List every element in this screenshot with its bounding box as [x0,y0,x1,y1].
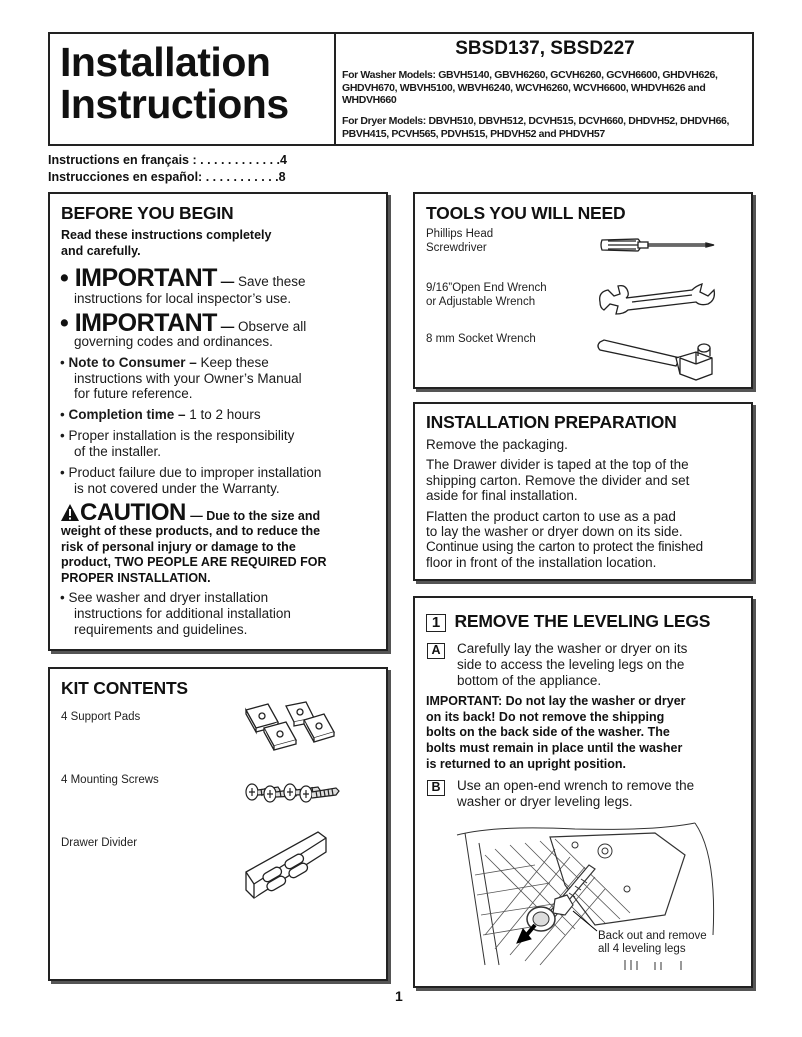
tool1-line1: Phillips Head [426,228,494,240]
tool1-line2: Screwdriver [426,242,487,254]
see-line1: See washer and dryer installation [68,590,269,605]
kit-item-support-pads: 4 Support Pads [61,711,141,723]
read-line2: and carefully. [61,244,141,258]
drawer-divider-illustration [240,826,330,906]
lang-french [48,153,287,167]
prep-p3-line2: to lay the washer or dryer down on its side. [426,524,683,539]
support-pads-illustration [238,700,342,756]
step1-a-letter: A [427,643,445,659]
washer-models: For Washer Models: GBVH5140, GBVH6260, GCVH6260, GCVH6600, GHDVH626, GHDVH670, WBVH5100, WBVH6240, WCVH6260, WCVH6600, WHDVH626 and WHDVH660 [342,69,718,106]
step1-important-line2: on its back! Do not remove the shipping [426,710,665,724]
page-number: 1 [395,988,403,1004]
caution-line3: risk of personal injury or damage to the [61,540,296,554]
step1-b-line1: Use an open-end wrench to remove the [457,778,695,793]
warning-triangle-icon [60,503,80,522]
step1-important-line1: IMPORTANT: Do not lay the washer or dryer [426,694,686,708]
prep-p2-line3: aside for final installation. [426,488,578,503]
step1-b-letter: B [427,780,445,796]
see-line3: requirements and guidelines. [74,622,248,637]
step1-a-line3: bottom of the appliance. [457,673,602,688]
models-title: SBSD137, SBSD227 [455,38,635,59]
important-codes-line: • IMPORTANT — Observe all [60,309,307,337]
prep-p1: Remove the packaging. [426,437,568,452]
see-line2: instructions for additional installation [74,606,291,621]
step1-number: 1 [426,614,446,632]
mounting-screws-illustration [240,778,346,806]
lang-french-label: Instructions en français : [48,153,197,167]
preparation-heading: INSTALLATION PREPARATION [426,412,677,432]
important-save-line: • IMPORTANT — Save these [60,264,306,292]
important-save-rest: Save these [237,274,306,289]
lang-french-dots: . . . . . . . . . . . . [196,153,281,167]
completion-bold: Completion time – [68,407,186,422]
callout-line1: Back out and remove [598,930,707,942]
proper-line2: of the installer. [74,444,162,459]
socket-wrench-icon [596,330,718,382]
important-save-line2: instructions for local inspector’s use. [74,291,292,306]
completion-rest: 1 to 2 hours [189,407,261,422]
failure-line: • Product failure due to improper installation [60,465,322,480]
lang-spanish-page: 8 [278,170,286,184]
caution-line [60,499,320,527]
before-you-begin-heading: BEFORE YOU BEGIN [61,203,234,223]
lang-spanish-dots: . . . . . . . . . . . [202,170,279,184]
step1-a-line2: side to access the leveling legs on the [457,657,685,672]
important-save-dash: — [220,274,238,289]
kit-contents-heading: KIT CONTENTS [61,678,188,698]
see-line: • See washer and dryer installation [60,590,269,605]
tools-heading: TOOLS YOU WILL NEED [426,203,626,223]
step1-a-marker [427,641,445,659]
kit-item-drawer-divider: Drawer Divider [61,837,138,849]
step1-important-line4: bolts must remain in place until the washer [426,741,683,755]
open-end-wrench-icon [596,276,718,318]
prep-p3-line3: Continue using the carton to protect the finished [426,539,703,554]
completion-line: • Completion time – 1 to 2 hours [60,407,261,422]
important-codes-big: IMPORTANT [74,309,217,337]
prep-p2-line2: shipping carton. Remove the divider and set [426,473,690,488]
note-line2: instructions with your Owner’s Manual [74,371,302,386]
caution-line4: product, TWO PEOPLE ARE REQUIRED FOR [61,555,327,569]
tool3-label: 8 mm Socket Wrench [426,333,536,345]
note-bold: Note to Consumer – [68,355,197,370]
lang-spanish [48,170,286,184]
prep-p2-line1: The Drawer divider is taped at the top of the [426,457,689,472]
step1-a-line1: Carefully lay the washer or dryer on its [457,641,688,656]
step1-important-line5: is returned to an upright position. [426,757,626,771]
callout-line2: all 4 leveling legs [598,943,686,955]
read-line1: Read these instructions completely [61,228,272,242]
step1-heading: REMOVE THE LEVELING LEGS [454,611,711,631]
proper-line1: Proper installation is the responsibility [68,428,295,443]
tool2-line1: 9/16”Open End Wrench [426,282,547,294]
note-consumer-line: • Note to Consumer – Keep these [60,355,269,370]
dryer-models: For Dryer Models: DBVH510, DBVH512, DCVH515, DCVH660, DHDVH52, DHDVH66, PBVH415, PCVH565, PDVH515, PHDVH52 and PHDVH57 [342,115,730,140]
prep-p3-line1: Flatten the product carton to use as a pad [426,509,676,524]
failure-line1: Product failure due to improper installation [68,465,322,480]
note-line3: for future reference. [74,386,193,401]
kit-item-mounting-screws: 4 Mounting Screws [61,774,159,786]
lang-french-page: 4 [280,153,287,167]
page-title-line1: Installation [60,39,271,85]
failure-line2: is not covered under the Warranty. [74,481,280,496]
step1-b-line2: washer or dryer leveling legs. [457,794,633,809]
caution-rest: — Due to the size and [190,509,321,523]
step1-important-line3: bolts on the back side of the washer. The [426,725,670,739]
lang-spanish-label: Instrucciones en español: [48,170,203,184]
proper-line: • Proper installation is the responsibility [60,428,295,443]
step1-b-marker [427,778,445,796]
tool2-line2: or Adjustable Wrench [426,296,536,308]
step1-header [426,611,710,632]
caution-big: CAUTION [80,499,186,526]
important-save-big: IMPORTANT [74,264,217,292]
caution-line5: PROPER INSTALLATION. [61,571,211,585]
note-rest: Keep these [200,355,269,370]
important-codes-line2: governing codes and ordinances. [74,334,273,349]
caution-line2: weight of these products, and to reduce the [61,524,321,538]
screwdriver-icon [598,232,718,258]
prep-p3-line4: floor in front of the installation location. [426,555,657,570]
page-title-line2: Instructions [60,81,289,127]
